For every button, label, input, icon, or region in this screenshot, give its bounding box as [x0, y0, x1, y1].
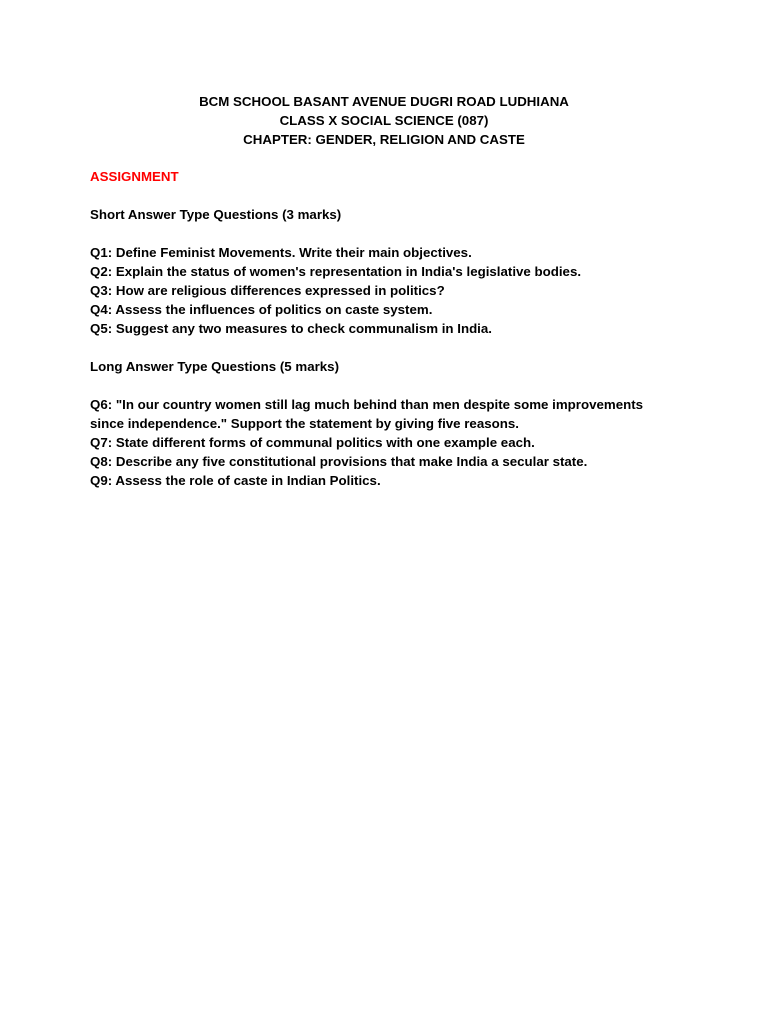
assignment-label: ASSIGNMENT	[90, 169, 179, 184]
question-item: Q4: Assess the influences of politics on caste system.	[90, 302, 433, 317]
question-item: Q6: "In our country women still lag much behind than men despite some improvements	[90, 397, 644, 412]
question-item: Q9: Assess the role of caste in Indian Politics.	[90, 473, 381, 488]
spacer	[90, 376, 710, 395]
chapter-title: CHAPTER: GENDER, RELIGION AND CASTE	[243, 132, 525, 147]
question-item: Q8: Describe any five constitutional provisions that make India a secular state.	[90, 454, 588, 469]
question-item: Q3: How are religious differences expressed in politics?	[90, 283, 445, 298]
document-header	[0, 92, 768, 149]
spacer	[90, 338, 710, 357]
question-item: Q7: State different forms of communal politics with one example each.	[90, 435, 535, 450]
school-name: BCM SCHOOL BASANT AVENUE DUGRI ROAD LUDHIANA	[199, 94, 569, 109]
spacer	[90, 224, 710, 243]
question-item-continuation: since independence." Support the statement by giving five reasons.	[90, 416, 519, 431]
spacer	[90, 186, 710, 205]
question-item: Q2: Explain the status of women's representation in India's legislative bodies.	[90, 264, 582, 279]
long-answer-heading: Long Answer Type Questions (5 marks)	[90, 359, 339, 374]
class-subject: CLASS X SOCIAL SCIENCE (087)	[279, 113, 489, 128]
question-item: Q1: Define Feminist Movements. Write their main objectives.	[90, 245, 472, 260]
question-item: Q5: Suggest any two measures to check communalism in India.	[90, 321, 492, 336]
assignment-body	[90, 167, 710, 490]
short-answer-heading: Short Answer Type Questions (3 marks)	[90, 207, 342, 222]
